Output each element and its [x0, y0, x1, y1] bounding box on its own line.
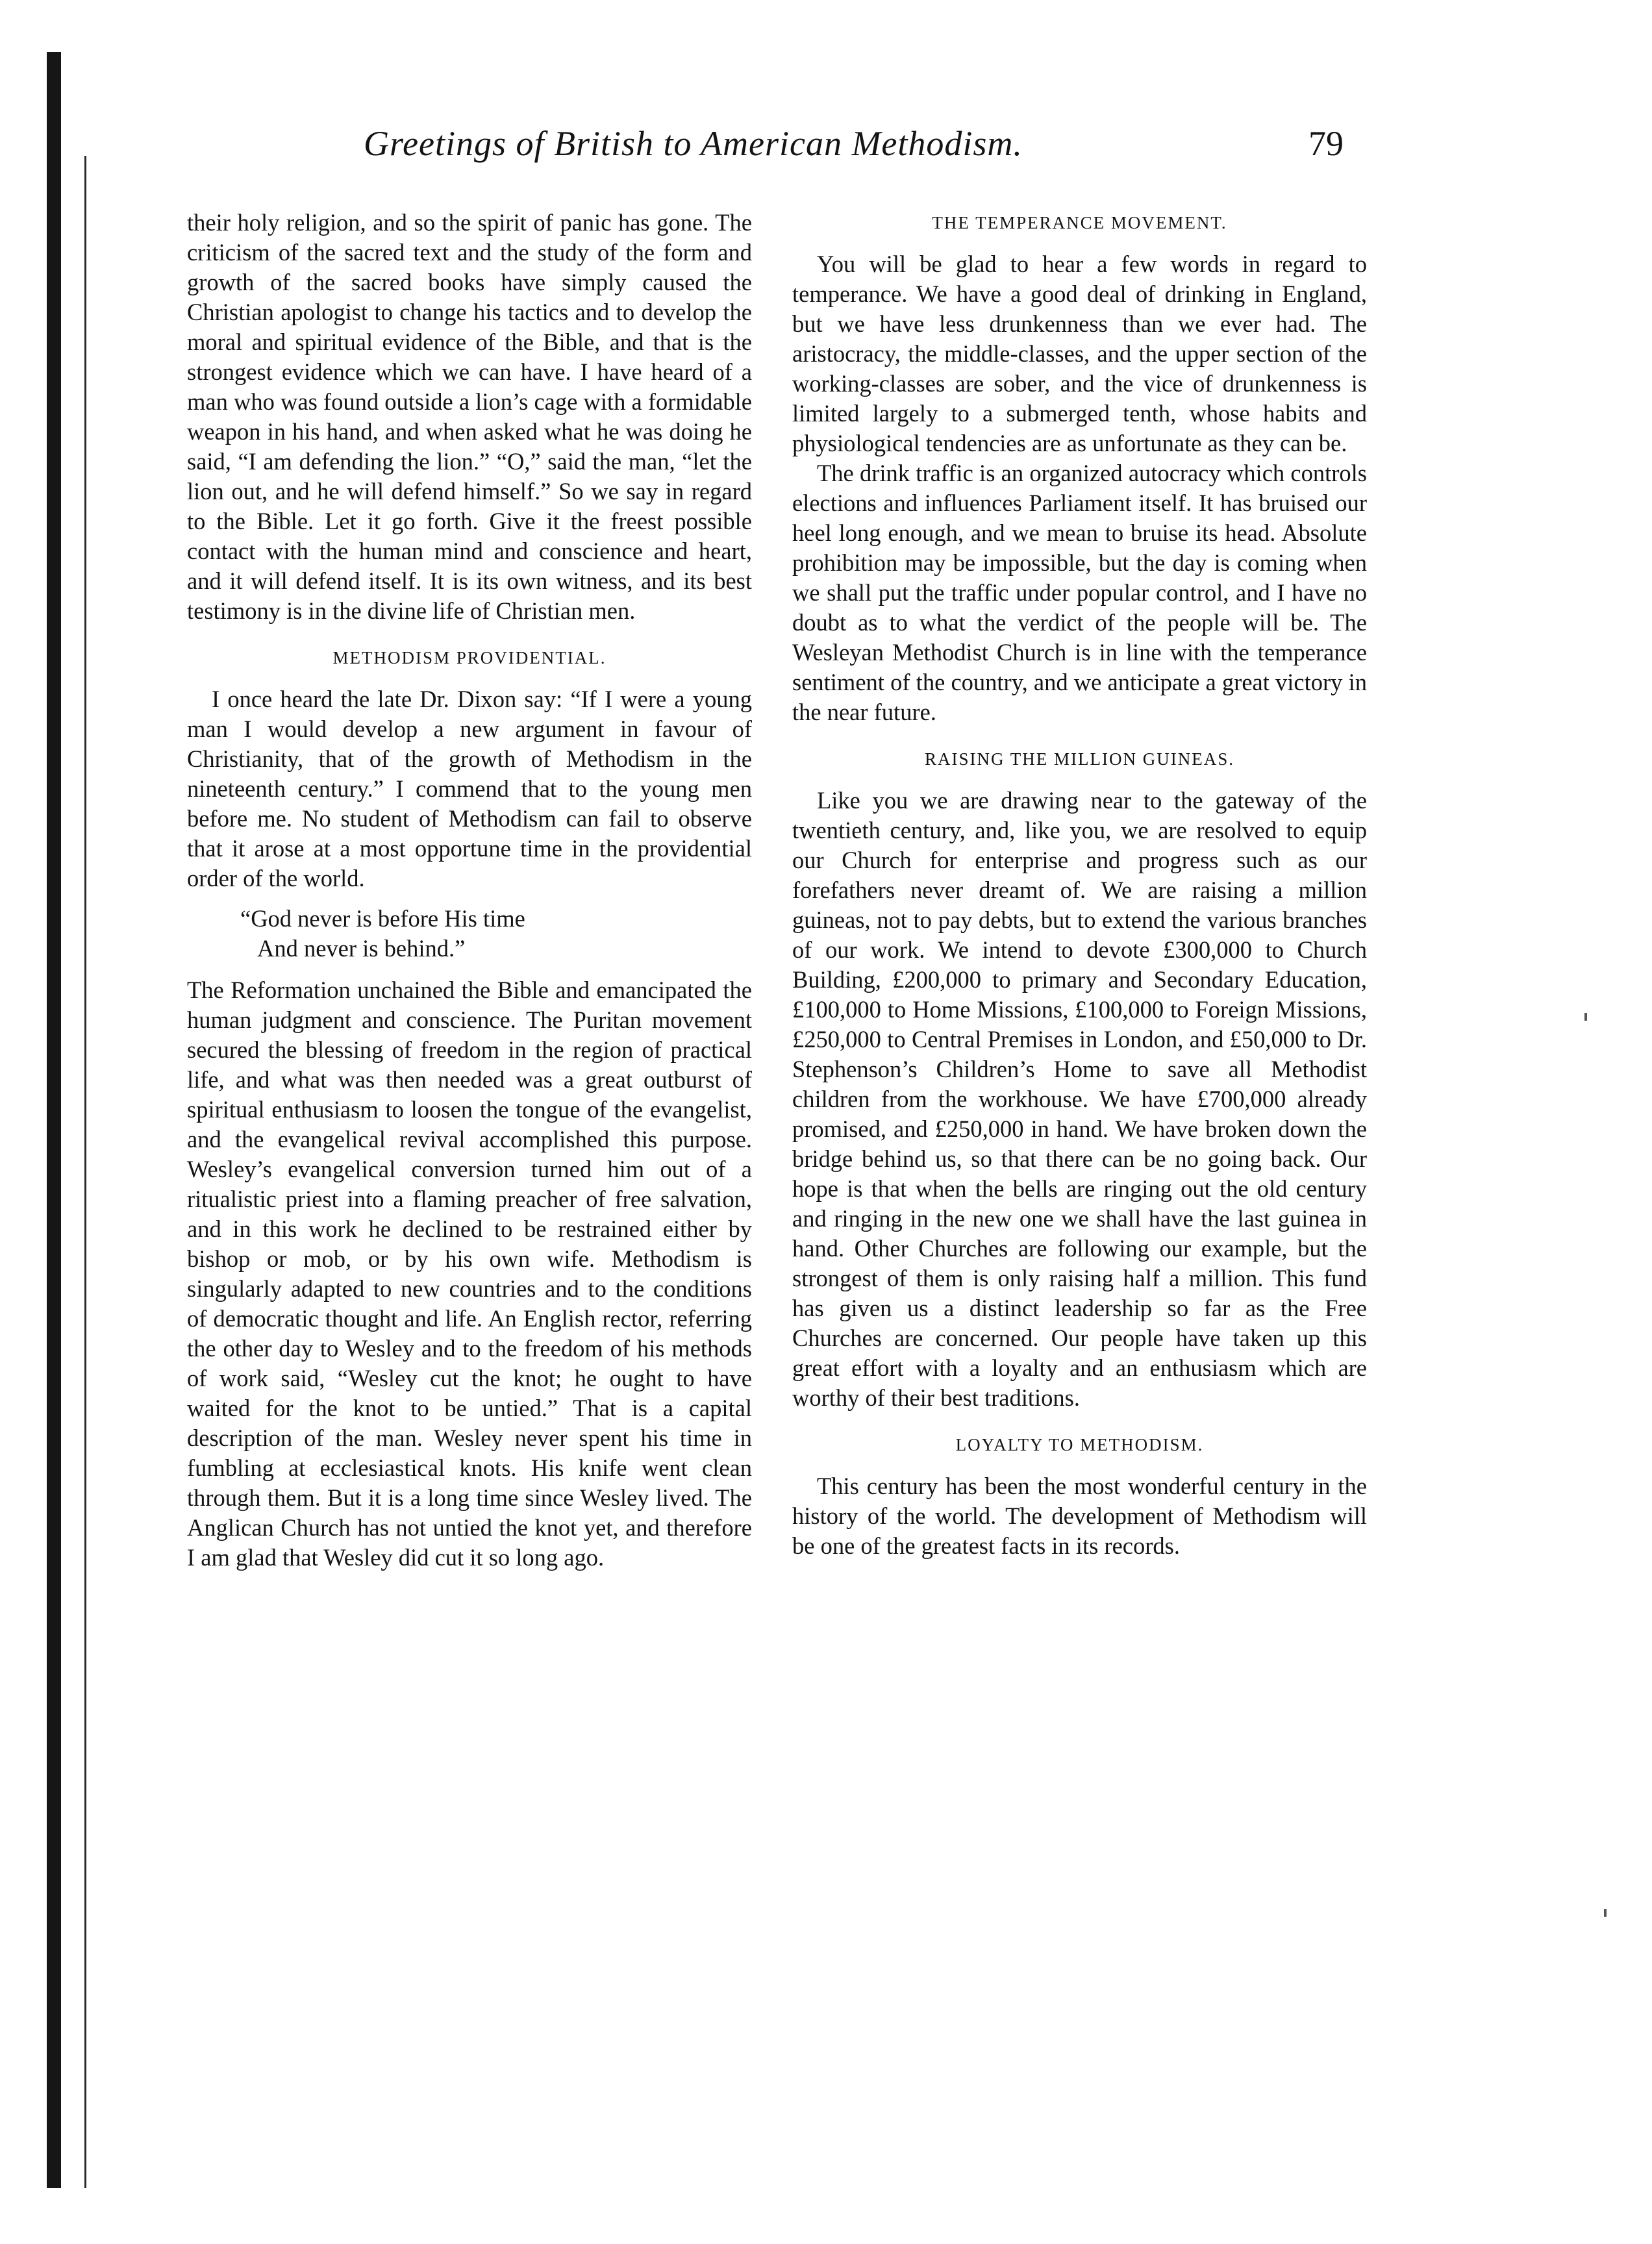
section-heading-methodism-providential: METHODISM PROVIDENTIAL. — [332, 648, 607, 667]
verse-quotation — [240, 904, 752, 964]
paragraph: This century has been the most wonderful century in the history of the world. The development of Methodism will be one of the greatest facts in its records. — [792, 1473, 1367, 1559]
running-head: Greetings of British to American Methodism. — [364, 124, 1023, 163]
scan-speck — [1604, 1909, 1607, 1917]
paragraph: You will be glad to hear a few words in regard to temperance. We have a good deal of drinking in England, but we have less drunkenness than we ever had. The aristocracy, the middle-classes, and the upper section of the working-classes are sober, and the vice of drunkenness is limited largely to a submerged tenth, whose habits and physiological tendencies are as unfortunate as they can be. — [792, 251, 1367, 456]
paragraph: The drink traffic is an organized autocracy which controls elections and influences Parliament itself. It has bruised our heel long enough, and we mean to bruise its head. Absolute prohibition may be impossible, but the day is coming when we shall put the traffic under popular control, and I have no doubt as to what the verdict of the people will be. The Wesleyan Methodist Church is in line with the temperance sentiment of the country, and we anticipate a great victory in the near future. — [792, 460, 1367, 725]
paragraph: I once heard the late Dr. Dixon say: “If I were a young man I would develop a new argument in favour of Christianity, that of the growth of Methodism in the nineteenth century.” I commend that to the young men before me. No student of Methodism can fail to observe that it arose at a most opportune time in the providential order of the world. — [187, 686, 752, 891]
section-heading-temperance-movement: THE TEMPERANCE MOVEMENT. — [932, 213, 1227, 232]
section-heading-raising-the-million-guineas: RAISING THE MILLION GUINEAS. — [925, 749, 1234, 769]
page-binding-shadow — [47, 52, 61, 2188]
verse-line: “God never is before His time — [240, 905, 525, 932]
paragraph: The Reformation unchained the Bible and emancipated the human judgment and conscience. The Puritan movement secured the blessing of freedom in the region of practical life, and what was then needed was a great outburst of spiritual enthusiasm to loosen the tongue of the evangelist, and the evangelical revival accomplished this purpose. Wesley’s evangelical conversion turned him out of a ritualistic priest into a flaming preacher of free salvation, and in this work he declined to be restrained either by bishop or mob, or by his own wife. Methodism is singularly adapted to new countries and to the conditions of democratic thought and life. An English rector, referring the other day to Wesley and to the freedom of his methods of work said, “Wesley cut the knot; he ought to have waited for the knot to be untied.” That is a capital description of the man. Wesley never spent his time in fumbling at ecclesiastical knots. His knife went clean through them. But it is a long time since Wesley lived. The Anglican Church has not untied the knot yet, and therefore I am glad that Wesley did cut it so long ago. — [187, 977, 752, 1571]
paragraph: their holy religion, and so the spirit of panic has gone. The criticism of the sacred text and the study of the form and growth of the sacred books have simply caused the Christian apologist to change his tactics and to develop the moral and spiritual evidence of the Bible, and that is the strongest evidence which we can have. I have heard of a man who was found outside a lion’s cage with a formidable weapon in his hand, and when asked what he was doing he said, “I am defending the lion.” “O,” said the man, “let the lion out, and he will defend himself.” So we say in regard to the Bible. Let it go forth. Give it the freest possible contact with the human mind and conscience and heart, and it will defend itself. It is its own witness, and its best testimony is in the divine life of Christian men. — [187, 209, 752, 624]
paragraph: Like you we are drawing near to the gateway of the twentieth century, and, like you, we are resolved to equip our Church for enterprise and progress such as our forefathers never dreamt of. We are raising a million guineas, not to pay debts, but to extend the various branches of our work. We intend to devote £300,000 to Church Building, £200,000 to primary and Secondary Education, £100,000 to Home Missions, £100,000 to Foreign Missions, £250,000 to Central Premises in London, and £50,000 to Dr. Stephenson’s Children’s Home to save all Methodist children from the workhouse. We have £700,000 already promised, and £250,000 in hand. We have broken down the bridge behind us, so that there can be no going back. Our hope is that when the bells are ringing out the old century and ringing in the new one we shall have the last guinea in hand. Other Churches are following our example, but the strongest of them is only raising half a million. This fund has given us a distinct leadership so far as the Free Churches are concerned. Our people have taken up this great effort with a loyalty and an enthusiasm which are worthy of their best traditions. — [792, 787, 1367, 1411]
right-column — [792, 208, 1367, 1561]
scan-speck — [1584, 1013, 1587, 1021]
page-number: 79 — [1308, 124, 1344, 163]
section-heading-loyalty-to-methodism: LOYALTY TO METHODISM. — [955, 1435, 1204, 1454]
page-edge-line — [84, 156, 86, 2188]
left-column — [187, 208, 752, 1573]
verse-line: And never is behind.” — [257, 935, 466, 962]
